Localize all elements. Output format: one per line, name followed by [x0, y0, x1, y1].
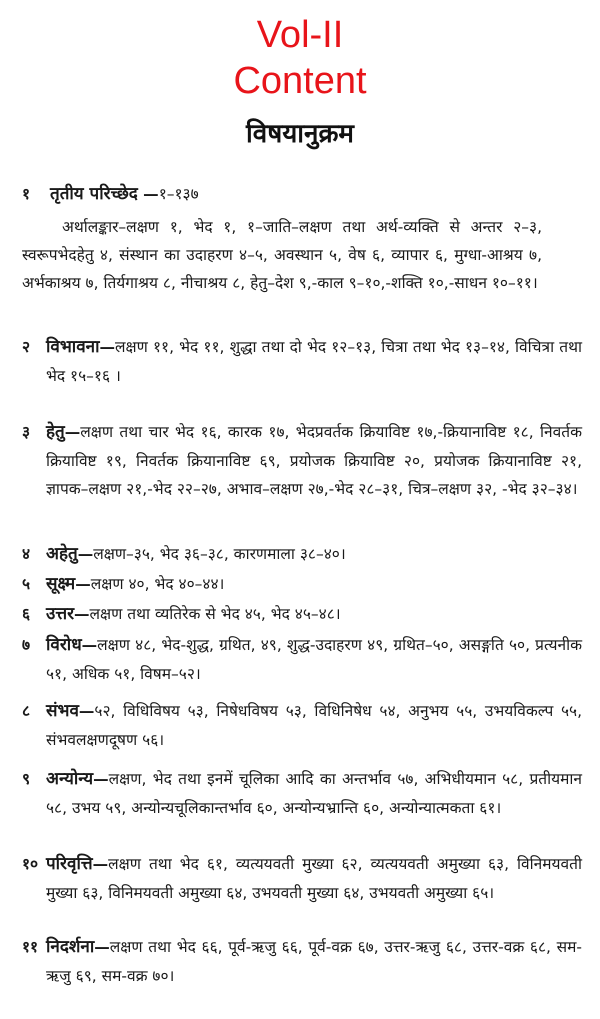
entry-text: लक्षण तथा चार भेद १६, कारक १७, भेदप्रवर्तक क्रियाविष्ट १७,-क्रियानाविष्ट १८, निवर्तक क्रियाविष्ट १९, निवर्तक क्रियानाविष्ट ६९, प्रयोजक क्रियाविष्ट २०, प्रयोजक क्रियानाविष्ट २१, ज्ञापक–लक्षण २१,-भेद २२–२७, अभाव–लक्षण २७,-भेद २८–३१, चित्र–लक्षण ३२, -भेद ३२–३४।	[46, 423, 582, 498]
entry-heading: सूक्ष्म	[46, 574, 76, 594]
entry-heading: विभावना	[46, 337, 100, 357]
toc-entry: ७ विरोध—लक्षण ४८, भेद-शुद्ध, ग्रथित, ४९, शुद्ध-उदाहरण ४९, ग्रथित–५०, असङ्गति ५०, प्रत्यनीक ५१, अधिक ५१, विषम–५२।	[22, 631, 582, 688]
toc-entry: ५ सूक्ष्म—लक्षण ४०, भेद ४०–४४।	[22, 570, 582, 599]
entry-text: लक्षण ११, भेद ११, शुद्धा तथा दो भेद १२–१३, चित्रा तथा भेद १३–१४, विचित्रा तथा भेद १५–१६ ।	[46, 338, 582, 385]
entry-heading: संभव	[46, 701, 79, 721]
entry-heading: उत्तर	[46, 604, 75, 624]
entry-text: लक्षण तथा व्यतिरेक से भेद ४५, भेद ४५–४८।	[89, 605, 341, 623]
toc-entry: ४ अहेतु—लक्षण–३५, भेद ३६–३८, कारणमाला ३८–४०।	[22, 540, 582, 569]
entry-heading: विरोध	[46, 635, 82, 655]
volume-label: Vol-II	[256, 14, 344, 56]
content-label: Content	[233, 60, 367, 102]
toc-entry: १० परिवृत्ति—लक्षण तथा भेद ६१, व्यत्ययवती मुख्या ६२, व्यत्ययवती अमुख्या ६३, विनिमयवती मुख्या ६३, विनिमयवती अमुख्या ६४, उभयवती मुख्या ६४, उभयवती अमुख्या ६५।	[22, 850, 582, 907]
entry-number: ९	[22, 770, 31, 788]
entry-number: ७	[22, 636, 31, 654]
toc-entry: २ विभावना—लक्षण ११, भेद ११, शुद्धा तथा दो भेद १२–१३, चित्रा तथा भेद १३–१४, विचित्रा तथा भेद १५–१६ ।	[22, 333, 582, 390]
toc-entry: ८ संभव—५२, विधिविषय ५३, निषेधविषय ५३, विधिनिषेध ५४, अनुभय ५५, उभयविकल्प ५५, संभवलक्षणदूषण ५६।	[22, 697, 582, 754]
toc-title: विषयानुक्रम	[246, 119, 354, 149]
entry-text: लक्षण तथा भेद ६१, व्यत्ययवती मुख्या ६२, व्यत्ययवती अमुख्या ६३, विनिमयवती मुख्या ६३, विनिमयवती अमुख्या ६४, उभयवती मुख्या ६४, उभयवती अमुख्या ६५।	[46, 855, 582, 902]
toc-entry: ९ अन्योन्य—लक्षण, भेद तथा इनमें चूलिका आदि का अन्तर्भाव ५७, अभिधीयमान ५८, प्रतीयमान ५८, उभय ५९, अन्योन्यचूलिकान्तर्भाव ६०, अन्योन्यभ्रान्ति ६०, अन्योन्यात्मकता ६१।	[22, 765, 582, 822]
entry-number: ५	[22, 575, 31, 593]
entry-heading: परिवृत्ति	[46, 854, 93, 874]
entry-number: ६	[22, 605, 31, 623]
toc-entry: ११ निदर्शना—लक्षण तथा भेद ६६, पूर्व-ऋजु ६६, पूर्व-वक्र ६७, उत्तर-ऋजु ६८, उत्तर-वक्र ६८, सम-ऋजु ६९, सम-वक्र ७०।	[22, 933, 582, 990]
entry-pages: १–१३७	[158, 185, 199, 203]
entry-text: लक्षण–३५, भेद ३६–३८, कारणमाला ३८–४०।	[93, 545, 346, 563]
entry-number: ३	[22, 423, 31, 441]
toc-entry: ६ उत्तर—लक्षण तथा व्यतिरेक से भेद ४५, भेद ४५–४८।	[22, 600, 582, 629]
entry-heading: तृतीय परिच्छेद	[50, 184, 138, 204]
entry-number: १०	[22, 855, 39, 873]
entry-text: लक्षण ४०, भेद ४०–४४।	[90, 575, 225, 593]
entry-text: लक्षण, भेद तथा इनमें चूलिका आदि का अन्तर्भाव ५७, अभिधीयमान ५८, प्रतीयमान ५८, उभय ५९, अन्योन्यचूलिकान्तर्भाव ६०, अन्योन्यभ्रान्ति ६०, अन्योन्यात्मकता ६१।	[46, 770, 582, 817]
entry-text: ५२, विधिविषय ५३, निषेधविषय ५३, विधिनिषेध ५४, अनुभय ५५, उभयविकल्प ५५, संभवलक्षणदूषण ५६।	[46, 702, 582, 749]
entry-number: २	[22, 338, 31, 356]
entry-number: ८	[22, 702, 31, 720]
entry-number: १	[22, 185, 31, 203]
toc-entry: १ तृतीय परिच्छेद —१–१३७	[22, 180, 582, 209]
entry-text: लक्षण तथा भेद ६६, पूर्व-ऋजु ६६, पूर्व-वक्र ६७, उत्तर-ऋजु ६८, उत्तर-वक्र ६८, सम-ऋजु ६९, सम-वक्र ७०।	[46, 938, 582, 985]
entry-text: लक्षण ४८, भेद-शुद्ध, ग्रथित, ४९, शुद्ध-उदाहरण ४९, ग्रथित–५०, असङ्गति ५०, प्रत्यनीक ५१, अधिक ५१, विषम–५२।	[46, 636, 582, 683]
entry-number: ४	[22, 545, 31, 563]
toc-entry: ३ हेतु—लक्षण तथा चार भेद १६, कारक १७, भेदप्रवर्तक क्रियाविष्ट १७,-क्रियानाविष्ट १८, निवर्तक क्रियाविष्ट १९, निवर्तक क्रियानाविष्ट ६९, प्रयोजक क्रियाविष्ट २०, प्रयोजक क्रियानाविष्ट २१, ज्ञापक–लक्षण २१,-भेद २२–२७, अभाव–लक्षण २७,-भेद २८–३१, चित्र–लक्षण ३२, -भेद ३२–३४।	[22, 418, 582, 504]
entry-heading: अहेतु	[46, 544, 78, 564]
entry-number: ११	[22, 938, 39, 956]
entry-heading: हेतु	[46, 422, 65, 442]
entry-paragraph: अर्थालङ्कार–लक्षण १, भेद १, १–जाति–लक्षण तथा अर्थ-व्यक्ति से अन्तर २–३, स्वरूपभेदहेतु ४, संस्थान का उदाहरण ४–५, अवस्थान ५, वेष ६, व्यापार ६, मुग्धा-आश्रय ७, अर्भकाश्रय ७, तिर्यगाश्रय ८, नीचाश्रय ८, हेतु–देश ९,-काल ९–१०,-शक्ति १०,-साधन १०–११।	[22, 218, 542, 292]
entry-heading: अन्योन्य	[46, 769, 94, 789]
entry-heading: निदर्शना	[46, 937, 95, 957]
